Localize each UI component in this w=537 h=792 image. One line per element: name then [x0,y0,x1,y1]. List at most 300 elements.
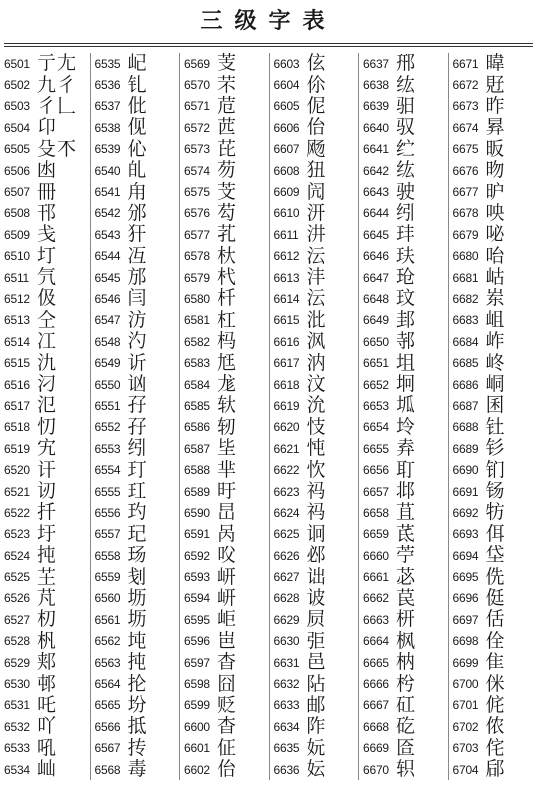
char-number: 6607 [273,142,300,157]
char-glyph: 阼 [306,715,327,738]
char-number: 6568 [94,762,121,777]
char-glyph: 枅 [396,608,417,631]
char-glyph: 峒 [485,373,506,396]
char-glyph: 汋 [127,330,148,353]
char-number: 6697 [452,612,479,627]
char-glyph: 钔 [485,458,506,481]
table-row [363,117,448,138]
char-glyph: 忉 [37,415,58,438]
table-row [184,716,269,737]
table-column [358,53,448,780]
char-number: 6659 [363,527,389,542]
char-number: 6618 [273,377,300,392]
char-number: 6634 [273,719,300,734]
char-number: 6654 [363,420,389,435]
table-row [4,139,90,160]
table-row [95,738,180,759]
char-glyph: 钖 [485,480,506,502]
char-glyph: 坉 [127,629,148,652]
char-number: 6628 [273,591,300,606]
page-title: 三级字表 [200,8,337,34]
char-number: 6664 [363,634,389,649]
table-row [274,160,359,181]
table-row [4,738,90,759]
char-glyph: 钐 [485,437,506,460]
char-number: 6567 [94,741,121,756]
table-row [453,459,537,480]
char-glyph: 匼 [396,736,417,759]
table-row [453,374,537,395]
table-row [95,53,180,74]
char-number: 6587 [184,441,210,456]
char-number: 6694 [452,548,479,563]
char-number: 6512 [4,291,30,306]
table-row [184,96,269,117]
char-glyph: 汶 [306,373,327,396]
char-number: 6648 [363,291,389,306]
table-row [95,395,180,416]
table-row [4,181,90,202]
char-number: 6545 [94,270,121,285]
header-rule-double [4,46,533,47]
table-row [274,716,359,737]
char-number: 6580 [184,291,210,306]
table-row [363,566,448,587]
char-glyph: 妧 [306,736,327,759]
char-glyph: 㕮 [217,544,238,567]
char-glyph: 囷 [485,394,506,417]
char-number: 6675 [452,142,479,157]
char-glyph: 坰 [396,373,417,396]
table-row [4,288,90,309]
char-glyph: 抟 [127,736,148,759]
table-row [95,631,180,652]
table-row [363,673,448,694]
char-number: 6599 [184,698,210,713]
char-number: 6589 [184,484,210,499]
table-row [363,459,448,480]
char-glyph: 纮 [396,73,417,96]
table-row [453,417,537,438]
char-number: 6653 [363,398,389,413]
char-glyph: 岨 [485,308,506,331]
table-row [453,53,537,74]
table-row [4,566,90,587]
table-row [4,417,90,438]
char-glyph: 宄 [37,437,58,460]
table-row [363,374,448,395]
table-row [95,96,180,117]
table-row [453,117,537,138]
table-row [184,288,269,309]
char-glyph: 犴 [127,223,148,246]
table-row [453,588,537,609]
char-number: 6600 [184,719,210,734]
char-number: 6510 [4,249,30,264]
char-glyph: 佁 [306,116,327,139]
char-number: 6603 [273,56,300,71]
table-row [95,609,180,630]
table-row [95,673,180,694]
table-row [363,502,448,523]
table-row [4,759,90,780]
char-glyph: 岽 [485,287,506,310]
char-number: 6611 [273,227,299,242]
char-number: 6513 [4,313,30,328]
char-number: 6597 [184,655,210,670]
char-number: 6606 [273,120,300,135]
table-row [453,331,537,352]
char-number: 6651 [363,356,389,371]
char-number: 6537 [94,99,121,114]
table-row [4,545,90,566]
table-row [274,502,359,523]
char-number: 6596 [184,634,210,649]
table-row [274,588,359,609]
char-glyph: 邨 [37,672,58,695]
char-glyph: 伲 [306,94,327,117]
char-number: 6517 [4,398,30,413]
char-number: 6594 [184,591,210,606]
char-number: 6565 [94,698,121,713]
table-row [363,395,448,416]
char-number: 6523 [4,527,30,542]
table-row [4,267,90,288]
table-row [184,759,269,780]
char-glyph: 纼 [396,201,417,224]
char-glyph: 轫 [217,415,238,438]
table-row [274,246,359,267]
char-glyph: 轵 [396,758,417,781]
char-number: 6636 [273,762,300,777]
char-glyph: 芣 [217,73,238,96]
char-glyph: 纻 [396,137,417,160]
table-row [363,224,448,245]
char-glyph: 郈 [485,758,506,781]
char-glyph: 岠 [217,608,238,631]
char-glyph: 吒 [37,693,58,716]
char-number: 6592 [184,548,210,563]
table-row [363,352,448,373]
char-glyph: 抵 [127,715,148,738]
table-row [453,203,537,224]
table-row [184,652,269,673]
char-glyph: 坽 [396,415,417,438]
table-row [453,524,537,545]
char-number: 6624 [273,505,300,520]
table-row [95,652,180,673]
char-number: 6566 [94,719,121,734]
table-row [184,139,269,160]
char-number: 6529 [4,655,30,670]
char-number: 6509 [4,227,30,242]
table-row [453,759,537,780]
char-glyph: 侹 [485,586,506,609]
char-number: 6540 [94,163,121,178]
char-glyph: 凼 [37,159,58,182]
char-glyph: 苧 [396,544,417,567]
char-glyph: 䜣 [127,351,148,374]
char-glyph: 茋 [396,522,417,545]
table-row [453,481,537,502]
char-glyph: 佁 [217,758,238,781]
table-row [453,74,537,95]
char-glyph: 岜 [217,629,238,652]
table-row [363,545,448,566]
table-row [184,502,269,523]
char-number: 6682 [452,291,479,306]
char-number: 6700 [452,677,479,692]
char-number: 6507 [4,185,30,200]
table-row [4,652,90,673]
char-number: 6521 [4,484,30,499]
char-glyph: 矻 [396,715,417,738]
table-row [4,459,90,480]
char-number: 6524 [4,548,30,563]
table-row [184,331,269,352]
table-row [453,738,537,759]
table-row [184,588,269,609]
char-glyph: 屾 [37,758,58,781]
char-glyph: 沨 [306,330,327,353]
char-glyph: 昈 [485,180,506,203]
char-number: 6686 [452,377,479,392]
table-row [95,481,180,502]
char-glyph: 伱 [306,73,327,96]
char-number: 6601 [184,741,210,756]
char-glyph: 昪 [485,116,506,139]
char-number: 6695 [452,570,479,585]
char-number: 6662 [363,591,389,606]
char-glyph: 扽 [127,651,148,674]
char-number: 6559 [94,570,121,585]
table-row [274,673,359,694]
char-number: 6689 [452,441,479,456]
char-number: 6602 [184,762,210,777]
char-glyph: 彳𠃊 [37,94,78,117]
char-glyph: 戋 [37,223,58,246]
char-glyph: 汭 [306,351,327,374]
char-glyph: 沘 [306,308,327,331]
char-glyph: 闫 [127,287,148,310]
table-row [184,459,269,480]
table-row [453,224,537,245]
char-glyph: 暐 [485,52,506,75]
char-glyph: 贬 [217,693,238,716]
table-row [95,267,180,288]
table-row [4,53,90,74]
char-glyph: 坥 [396,351,417,374]
char-number: 6515 [4,356,30,371]
char-number: 6685 [452,356,479,371]
char-number: 6608 [273,163,300,178]
char-glyph: 杋 [37,629,58,652]
table-row [363,695,448,716]
char-number: 6625 [273,527,300,542]
table-row [4,374,90,395]
char-glyph: 邗 [37,201,58,224]
table-row [4,331,90,352]
table-row [184,738,269,759]
char-number: 6676 [452,163,479,178]
char-glyph: 驭 [396,116,417,139]
char-glyph: 玘 [127,522,148,545]
table-row [184,395,269,416]
char-number: 6680 [452,249,479,264]
table-row [274,545,359,566]
char-number: 6626 [273,548,300,563]
table-row [274,566,359,587]
char-number: 6538 [94,120,121,135]
char-number: 6632 [273,677,300,692]
table-column [448,53,537,780]
char-glyph: 沄 [306,287,327,310]
char-number: 6615 [273,313,300,328]
table-row [363,310,448,331]
char-glyph: 芃 [37,586,58,609]
char-number: 6644 [363,206,389,221]
char-number: 6528 [4,634,30,649]
char-number: 6614 [273,291,300,306]
char-number: 6605 [273,99,300,114]
char-number: 6573 [184,142,210,157]
char-number: 6666 [363,677,389,692]
table-row [274,267,359,288]
char-number: 6620 [273,420,300,435]
table-row [363,53,448,74]
char-glyph: 峂 [485,351,506,374]
table-row [184,160,269,181]
table-row [184,438,269,459]
char-glyph: 卬 [37,116,58,139]
char-glyph: 伋 [37,287,58,310]
char-glyph: 玞 [396,244,417,267]
char-number: 6674 [452,120,479,135]
char-glyph: 沣 [306,266,327,289]
table-row [95,417,180,438]
char-glyph: 吖 [37,715,58,738]
char-number: 6547 [94,313,121,328]
char-glyph: 狃 [306,159,327,182]
char-glyph: 祃 [306,480,327,502]
table-row [274,288,359,309]
char-number: 6667 [363,698,389,713]
table-row [363,652,448,673]
table-row [184,545,269,566]
char-glyph: 忮 [306,415,327,438]
char-number: 6576 [184,206,210,221]
char-glyph: 圢 [37,244,58,267]
char-number: 6619 [273,398,300,413]
char-glyph: 芶 [217,201,238,224]
table-row [95,459,180,480]
char-glyph: 扦 [37,501,58,524]
table-row [363,481,448,502]
table-row [95,374,180,395]
table-row [95,588,180,609]
char-number: 6544 [94,249,121,264]
char-number: 6543 [94,227,121,242]
char-number: 6672 [452,78,479,93]
table-row [4,246,90,267]
table-row [453,181,537,202]
table-row [274,96,359,117]
char-glyph: 岍 [217,565,238,588]
char-number: 6678 [452,206,479,221]
table-row [4,352,90,373]
char-number: 6612 [273,249,300,264]
table-row [453,566,537,587]
char-number: 6557 [94,527,121,542]
char-number: 6633 [273,698,300,713]
char-number: 6541 [94,185,121,200]
char-glyph: 朷 [37,608,58,631]
char-number: 6646 [363,249,389,264]
char-number: 6656 [363,463,389,478]
char-number: 6585 [184,398,210,413]
table-row [274,417,359,438]
char-number: 6553 [94,441,121,456]
char-number: 6649 [363,313,389,328]
char-number: 6570 [184,78,210,93]
char-glyph: 郉 [396,52,417,75]
char-number: 6571 [184,99,210,114]
char-number: 6582 [184,334,210,349]
char-number: 6562 [94,634,121,649]
header-rule [4,43,533,44]
table-row [4,609,90,630]
table-row [363,631,448,652]
char-glyph: 隹 [485,651,506,674]
char-number: 6525 [4,570,30,585]
char-number: 6511 [4,270,30,285]
table-row [95,716,180,737]
char-glyph: 牥 [485,501,506,524]
table-row [274,438,359,459]
char-glyph: 孖 [127,394,148,417]
char-number: 6683 [452,313,479,328]
char-glyph: 苾 [396,565,417,588]
char-glyph: 沄 [306,244,327,267]
table-row [453,695,537,716]
table-row [453,673,537,694]
char-glyph: 佺 [485,629,506,652]
char-glyph: 汸 [127,308,148,331]
char-glyph: 玱 [396,266,417,289]
char-glyph: 侁 [485,565,506,588]
char-glyph: 氕 [37,266,58,289]
table-row [95,695,180,716]
char-number: 6655 [363,441,389,456]
char-number: 6650 [363,334,389,349]
char-number: 6581 [184,313,210,328]
char-glyph: 氿 [37,351,58,374]
char-number: 6586 [184,420,210,435]
table-row [274,374,359,395]
table-row [363,438,448,459]
char-glyph: 侂 [485,693,506,716]
table-row [95,288,180,309]
table-row [453,716,537,737]
char-glyph: 杄 [217,287,238,310]
char-number: 6505 [4,142,30,157]
char-glyph: 佸 [485,608,506,631]
char-number: 6693 [452,527,479,542]
char-number: 6564 [94,677,121,692]
table-row [95,224,180,245]
table-row [184,117,269,138]
char-glyph: 圩 [37,522,58,545]
